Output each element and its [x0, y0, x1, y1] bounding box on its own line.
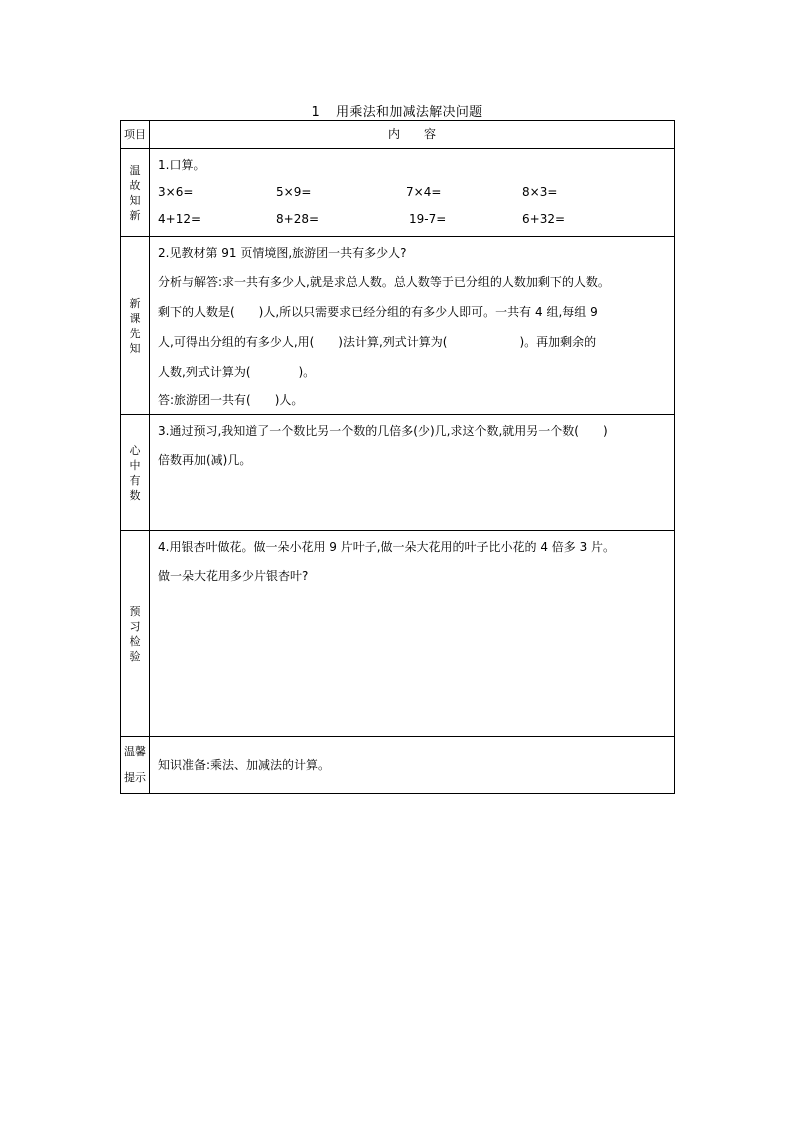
calc-item: 5×9=: [276, 185, 312, 199]
label-tips: [121, 737, 150, 794]
calc-item: 8×3=: [522, 185, 558, 199]
title-number: 1: [311, 105, 321, 120]
label-char: 中: [129, 458, 141, 472]
label-char: 知: [129, 193, 141, 207]
label-char: 温: [129, 163, 141, 177]
content-tips: [150, 737, 675, 794]
page-title: [0, 101, 794, 120]
worksheet-table: [120, 120, 675, 794]
text-line: 分析与解答:求一共有多少人,就是求总人数。总人数等于已分组的人数加剩下的人数。: [158, 275, 610, 289]
row-tips: [121, 737, 675, 794]
header-content-label: 内 容: [387, 127, 436, 141]
text-line: 做一朵大花用多少片银杏叶?: [158, 569, 309, 583]
text-line: 倍数再加(减)几。: [158, 453, 252, 467]
label-char: 课: [129, 311, 141, 325]
row-check: [121, 531, 675, 737]
label-char: 心: [129, 443, 141, 457]
text-line: 人数,列式计算为( )。: [158, 365, 316, 379]
calc-item: 4+12=: [158, 212, 202, 226]
text-line: 2.见教材第 91 页情境图,旅游团一共有多少人?: [158, 246, 407, 260]
label-char: 验: [129, 649, 141, 663]
label-check: [121, 531, 150, 737]
label-char: 有: [129, 473, 141, 487]
text-line: 4.用银杏叶做花。做一朵小花用 9 片叶子,做一朵大花用的叶子比小花的 4 倍多 3 片。: [158, 540, 616, 554]
label-char: 故: [129, 178, 141, 192]
header-item: [121, 121, 150, 149]
content-review: [150, 149, 675, 237]
label-char: 预: [129, 604, 141, 618]
calc-item: 19-7=: [409, 212, 447, 226]
row-insight: [121, 415, 675, 531]
content-new-lesson: [150, 237, 675, 415]
calc-item: 7×4=: [406, 185, 442, 199]
text-line: 3.通过预习,我知道了一个数比另一个数的几倍多(少)几,求这个数,就用另一个数( ): [158, 424, 608, 438]
label-char: 数: [129, 488, 141, 502]
label-char: 新: [129, 208, 141, 222]
label-char: 检: [129, 634, 141, 648]
calc-item: 6+32=: [522, 212, 566, 226]
table-header-row: [121, 121, 675, 149]
label-insight: [121, 415, 150, 531]
tips-text: 知识准备:乘法、加减法的计算。: [158, 758, 331, 772]
label-char: 温馨: [124, 745, 146, 758]
label-new-lesson: [121, 237, 150, 415]
calc-row-1: [158, 179, 666, 206]
text-line: 答:旅游团一共有( )人。: [158, 393, 304, 407]
question-1: 1.口算。: [158, 158, 206, 172]
label-char: 习: [129, 619, 141, 633]
calc-item: 8+28=: [276, 212, 320, 226]
text-line: 剩下的人数是( )人,所以只需要求已经分组的有多少人即可。一共有 4 组,每组 9: [158, 305, 598, 319]
content-insight: [150, 415, 675, 531]
label-char: 先: [129, 326, 141, 340]
text-line: 人,可得出分组的有多少人,用( )法计算,列式计算为( )。再加剩余的: [158, 335, 597, 349]
header-content: [150, 121, 675, 149]
label-char: 知: [129, 341, 141, 355]
calc-item: 3×6=: [158, 185, 194, 199]
header-item-label: 项目: [124, 128, 146, 141]
label-char: 提示: [124, 771, 146, 784]
label-review: [121, 149, 150, 237]
content-check: [150, 531, 675, 737]
row-review: [121, 149, 675, 237]
row-new-lesson: [121, 237, 675, 415]
label-char: 新: [129, 296, 141, 310]
calc-row-2: [158, 206, 666, 233]
title-text: 用乘法和加减法解决问题: [336, 105, 483, 120]
